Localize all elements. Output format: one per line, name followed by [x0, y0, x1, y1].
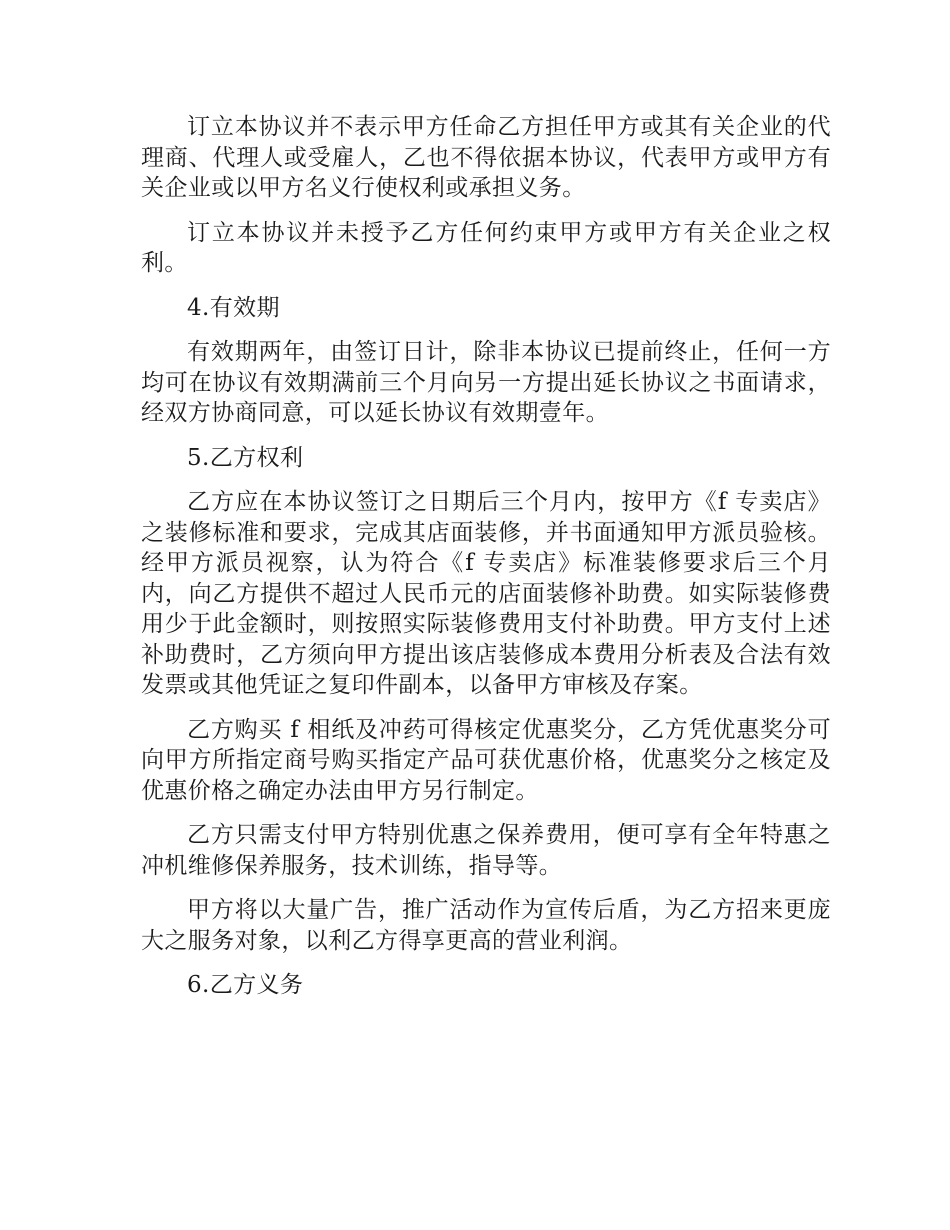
paragraph-discount-points: 乙方购买 f 相纸及冲药可得核定优惠奖分，乙方凭优惠奖分可向甲方所指定商号购买指定产品可获优惠价格，优惠奖分之核定及优惠价格之确定办法由甲方另行制定。	[141, 716, 831, 804]
paragraph-validity-term: 有效期两年，由签订日计，除非本协议已提前终止，任何一方均可在协议有效期满前三个月向另一方提出延长协议之书面请求，经双方协商同意，可以延长协议有效期壹年。	[141, 339, 831, 426]
document-body	[141, 112, 831, 1015]
section-heading-validity: 4.有效期	[187, 294, 280, 321]
section-heading-party-b-rights: 5.乙方权利	[187, 444, 304, 471]
paragraph-non-agency: 订立本协议并不表示甲方任命乙方担任甲方或其有关企业的代理商、代理人或受雇人，乙也不得依据本协议，代表甲方或甲方有关企业或以甲方名义行使权利或承担义务。	[141, 114, 831, 201]
paragraph-maintenance-service: 乙方只需支付甲方特别优惠之保养费用，便可享有全年特惠之冲机维修保养服务，技术训练，指导等。	[141, 822, 831, 879]
section-heading-party-b-obligations: 6.乙方义务	[187, 972, 304, 998]
paragraph-renovation-subsidy: 乙方应在本协议签订之日期后三个月内，按甲方《f 专卖店》之装修标准和要求，完成其店面装修，并书面通知甲方派员验核。经甲方派员视察，认为符合《f 专卖店》标准装修要求后三个月内，向乙方提供不超过人民币元的店面装修补助费。如实际装修费用少于此金额时，则按照实际装修费用支付补助费。甲方支付上述补助费时，乙方须向甲方提出该店装修成本费用分析表及合法有效发票或其他凭证之复印件副本，以备甲方审核及存案。	[141, 489, 831, 698]
paragraph-advertising-support: 甲方将以大量广告，推广活动作为宣传后盾，为乙方招来更庞大之服务对象，以利乙方得享更高的营业利润。	[141, 897, 831, 954]
paragraph-no-binding-rights: 订立本协议并未授予乙方任何约束甲方或甲方有关企业之权利。	[141, 219, 831, 276]
